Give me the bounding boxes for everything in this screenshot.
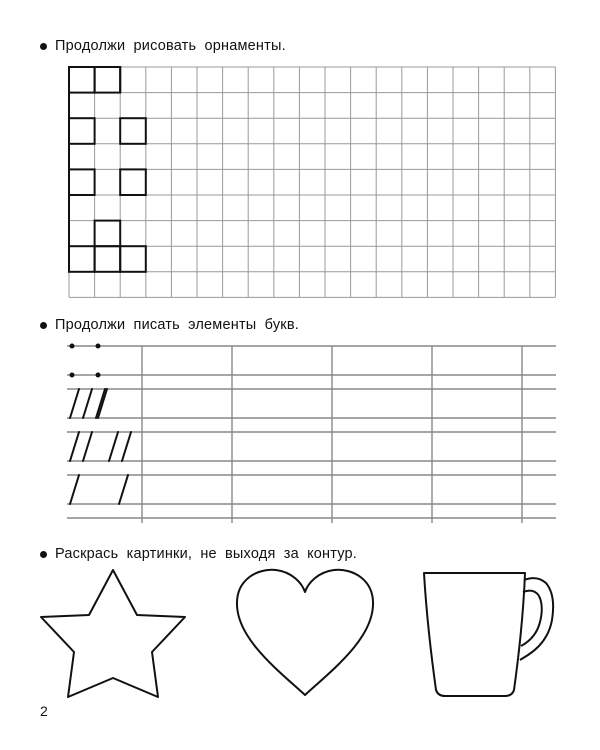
- task-coloring-text: Раскрась картинки, не выходя за контур.: [55, 546, 358, 562]
- page-number: 2: [40, 703, 48, 719]
- mug-icon[interactable]: [424, 573, 553, 696]
- task-ornaments-text: Продолжи рисовать орнаменты.: [55, 38, 286, 54]
- heart-icon[interactable]: [237, 570, 373, 695]
- task-letter-elements-text: Продолжи писать элементы букв.: [55, 317, 299, 333]
- star-icon[interactable]: [41, 570, 185, 697]
